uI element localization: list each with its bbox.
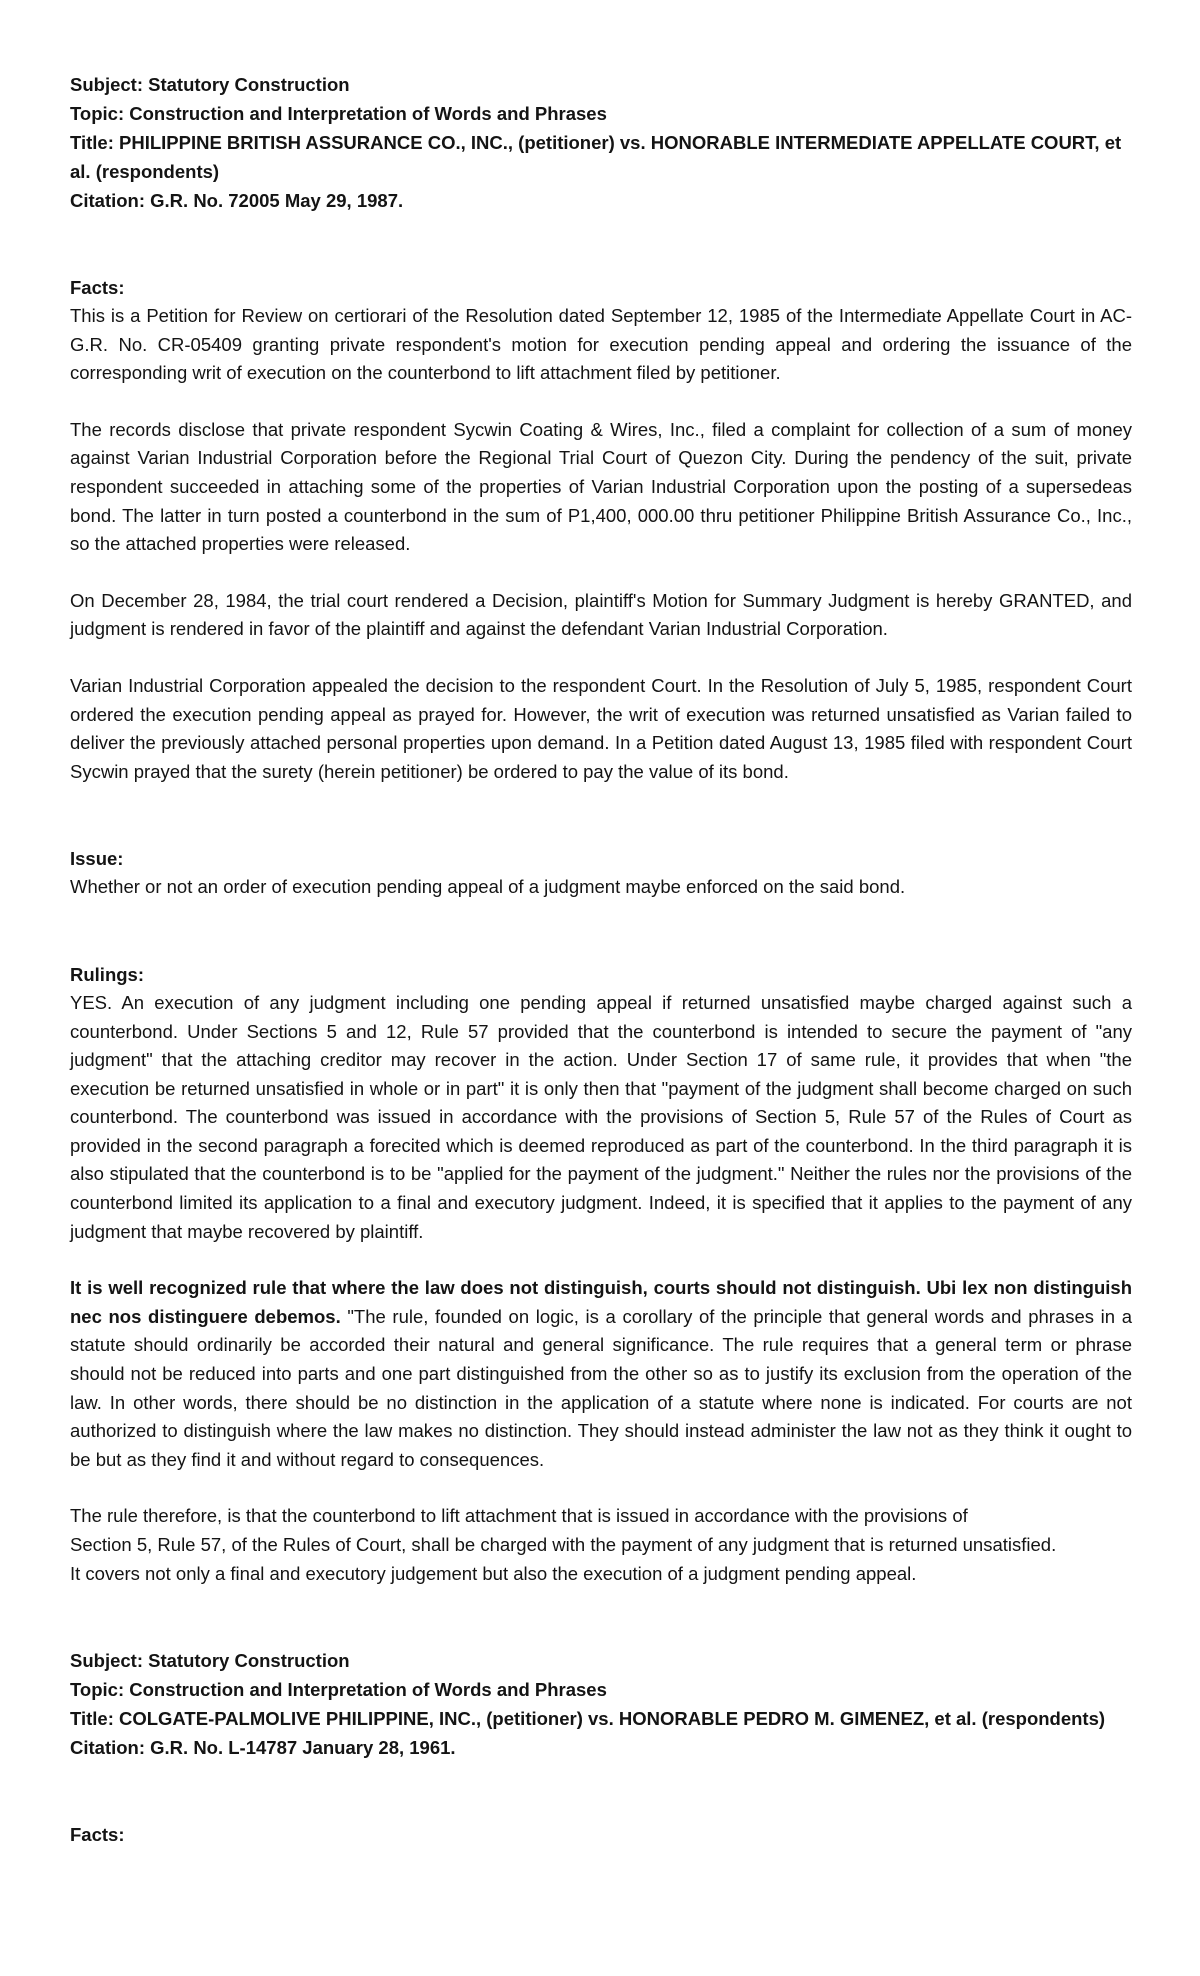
case2-header	[70, 1646, 1132, 1762]
document-page	[70, 70, 1132, 1849]
case1-rulings-paragraph-2-text: "The rule, founded on logic, is a corollary of the principle that general words and phrases in a statute should ordinarily be accorded their natural and general significance. The rule requires that a general term or phrase should not be reduced into parts and one part distinguished from the other so as to justify its exclusion from the operation of the law. In other words, there should be no distinction in the application of a statute where none is indicated. For courts are not authorized to distinguish where the law makes no distinction. They should instead administer the law not as they think it ought to be but as they find it and without regard to consequences.	[70, 1305, 1132, 1470]
case1-rulings-paragraph-3-line-1: The rule therefore, is that the counterbond to lift attachment that is issued in accordance with the provisions of	[70, 1505, 968, 1527]
case2-citation: Citation: G.R. No. L-14787 January 28, 1961.	[70, 1737, 456, 1759]
case1-topic: Topic: Construction and Interpretation of Words and Phrases	[70, 103, 607, 124]
case1-facts-paragraph-2: The records disclose that private respondent Sycwin Coating & Wires, Inc., filed a complaint for collection of a sum of money against Varian Industrial Corporation before the Regional Trial Court of Quezon City. During the pendency of the suit, private respondent succeeded in attaching some of the properties of Varian Industrial Corporation upon the posting of a supersedeas bond. The latter in turn posted a counterbond in the sum of P1,400, 000.00 thru petitioner Philippine British Assurance Co., Inc., so the attached properties were released.	[70, 418, 1132, 555]
case1-rulings-paragraph-3	[70, 1502, 1132, 1588]
case1-rulings-heading: Rulings:	[70, 963, 144, 985]
case1-rulings-paragraph-3-line-3: It covers not only a final and executory judgement but also the execution of a judgment pending appeal.	[70, 1562, 917, 1584]
case1-subject: Subject: Statutory Construction	[70, 74, 350, 95]
case1-facts-heading: Facts:	[70, 277, 125, 298]
case2-facts-heading: Facts:	[70, 1824, 125, 1846]
case2-title: Title: COLGATE-PALMOLIVE PHILIPPINE, INC., (petitioner) vs. HONORABLE PEDRO M. GIMENEZ, et al. (respondents)	[70, 1708, 1106, 1730]
case1-facts-paragraph-3: On December 28, 1984, the trial court rendered a Decision, plaintiff's Motion for Summary Judgment is hereby GRANTED, and judgment is rendered in favor of the plaintiff and against the defendant Varian Industrial Corporation.	[70, 589, 1132, 640]
case1-citation: Citation: G.R. No. 72005 May 29, 1987.	[70, 190, 404, 211]
case1-title: Title: PHILIPPINE BRITISH ASSURANCE CO., INC., (petitioner) vs. HONORABLE INTERMEDIATE APPELLATE COURT, et al. (respondents)	[70, 132, 1122, 182]
case1-rulings-paragraph-1: YES. An execution of any judgment including one pending appeal if returned unsatisfied maybe charged against such a counterbond. Under Sections 5 and 12, Rule 57 provided that the counterbond is intended to secure the payment of "any judgment" that the attaching creditor may recover in the action. Under Section 17 of same rule, it provides that when "the execution be returned unsatisfied in whole or in part" it is only then that "payment of the judgment shall become charged on such counterbond. The counterbond was issued in accordance with the provisions of Section 5, Rule 57 of the Rules of Court as provided in the second paragraph a forecited which is deemed reproduced as part of the counterbond. In the third paragraph it is also stipulated that the counterbond is to be "applied for the payment of the judgment." Neither the rules nor the provisions of the counterbond limited its application to a final and executory judgment. Indeed, it is specified that it applies to the payment of any judgment that maybe recovered by plaintiff.	[70, 991, 1132, 1242]
case1-rulings-paragraph-3-line-2: Section 5, Rule 57, of the Rules of Court, shall be charged with the payment of any judgment that is returned unsatisfied.	[70, 1534, 1057, 1555]
case1-rulings-maxim: It is well recognized rule that where the law does not distinguish, courts should not distinguish. Ubi lex non distinguish nec nos distinguere debemos.	[70, 1277, 1132, 1327]
case2-subject: Subject: Statutory Construction	[70, 1650, 350, 1672]
case1-issue-heading: Issue:	[70, 848, 124, 870]
case1-issue-text: Whether or not an order of execution pending appeal of a judgment maybe enforced on the said bond.	[70, 876, 906, 898]
case1-facts-paragraph-1: This is a Petition for Review on certiorari of the Resolution dated September 12, 1985 of the Intermediate Appellate Court in AC-G.R. No. CR-05409 granting private respondent's motion for execution pending appeal and ordering the issuance of the corresponding writ of execution on the counterbond to lift attachment filed by petitioner.	[70, 305, 1132, 384]
case1-facts-paragraph-4: Varian Industrial Corporation appealed the decision to the respondent Court. In the Resolution of July 5, 1985, respondent Court ordered the execution pending appeal as prayed for. However, the writ of execution was returned unsatisfied as Varian failed to deliver the previously attached personal properties upon demand. In a Petition dated August 13, 1985 filed with respondent Court Sycwin prayed that the surety (herein petitioner) be ordered to pay the value of its bond.	[70, 674, 1132, 782]
case2-topic: Topic: Construction and Interpretation of Words and Phrases	[70, 1679, 607, 1701]
case1-header	[70, 70, 1132, 215]
case1-rulings-paragraph-2	[70, 1274, 1132, 1474]
